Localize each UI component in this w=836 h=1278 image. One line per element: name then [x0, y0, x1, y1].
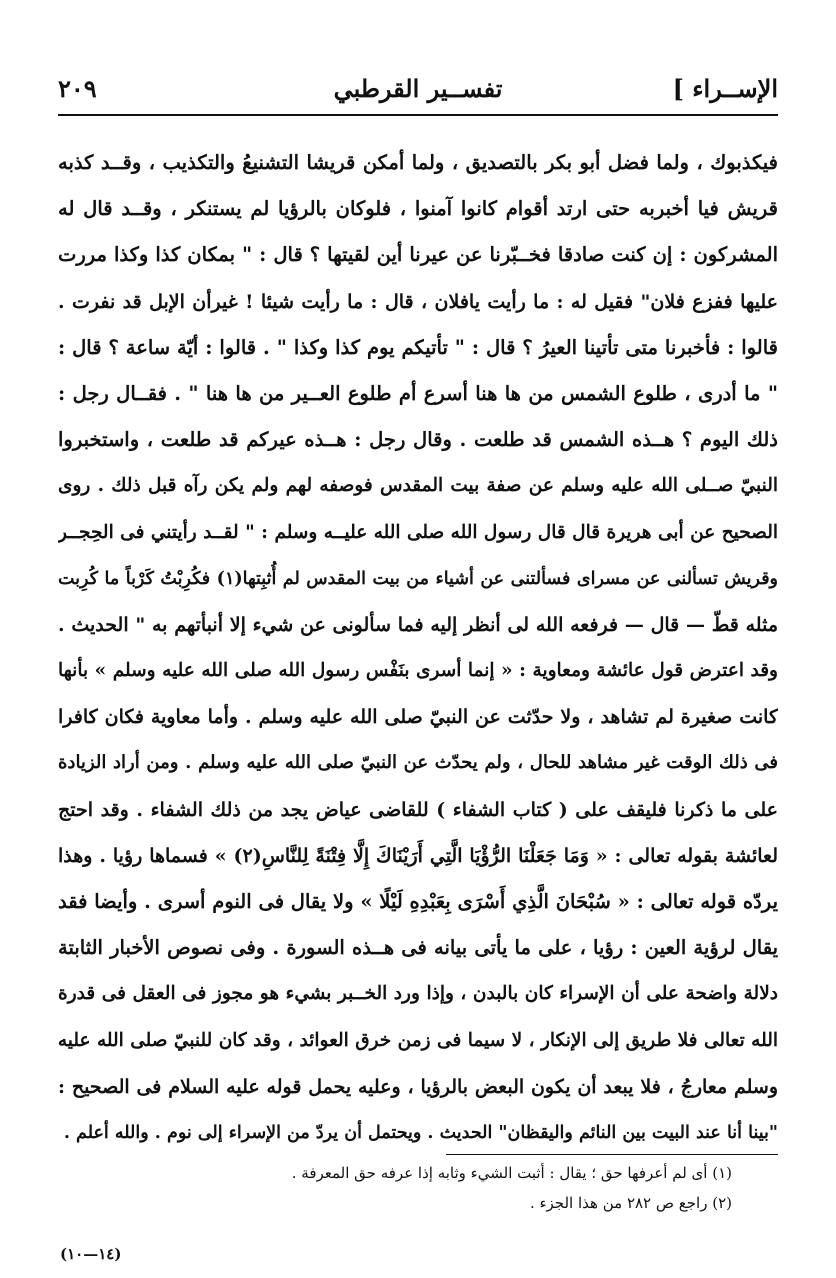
header-rule — [58, 114, 778, 116]
text-line: يردّه قوله تعالى : « سُبْحَانَ الَّذِي أَسْرَى بِعَبْدِهِ لَيْلًا » ولا يقال فى النوم أسرى . وأيضا فقد — [58, 890, 778, 913]
text-line: عليها ففزع فلان" فقيل له : ما رأيت يافلان ، قال : ما رأيت شيئا ! غيرأن الإبل قد نفرت . — [58, 290, 778, 313]
text-line: " ما أدرى ، طلوع الشمس من ها هنا أسرع أم طلوع العــير من ها هنا " . فقــال رجل : — [58, 381, 778, 405]
text-line: وقريش تسألنى عن مسراى فسألتنى عن أشياء من بيت المقدس لم أُثبِتها(١) فكُرِبْتُ كَرْباً ما كُرِبت — [58, 568, 778, 589]
main-text — [58, 140, 778, 1156]
text-line: وقد اعترض قول عائشة ومعاوية : « إنما أسرى بنَفْس رسول الله صلى الله عليه وسلم » بأنها — [58, 660, 778, 682]
text-line: مثله قطّ — قال — فرفعه الله لى أنظر إليه فما سألونى عن شيء إلا أنبأتهم به " الحديث . — [58, 613, 778, 636]
text-line: دلالة واضحة على أن الإسراء كان بالبدن ، وإذا ورد الخــبر بشيء هو مجوز فى العقل فى قدرة — [58, 983, 778, 1005]
text-line: على ما ذكرنا فليقف على ( كتاب الشفاء ) للقاضى عياض يجد من ذلك الشفاء . وقد احتج — [58, 798, 778, 821]
text-line: وسلم معارجُ ، فلا يبعد أن يكون البعض بالرؤيا ، وعليه يحمل قوله عليه السلام فى الصحيح : — [58, 1075, 778, 1098]
text-line: النبيّ صــلى الله عليه وسلم عن صفة بيت المقدس فوصفه لهم ولم يكن رآه قبل ذلك . روى — [58, 475, 778, 497]
text-line: لعائشة بقوله تعالى : « وَمَا جَعَلْنَا الرُّؤْيَا الَّتِي أَرَيْنَاكَ إِلَّا فِتْنَةً لِلنَّاسِ(٢) » فسماها رؤيا . وهذا — [58, 844, 778, 867]
running-header — [58, 70, 778, 110]
printer-signature: (١٤—١٠) — [60, 1245, 122, 1263]
text-line: كانت صغيرة لم تشاهد ، ولا حدّثت عن النبيّ صلى الله عليه وسلم . وأما معاوية فكان كافرا — [58, 706, 778, 729]
text-line: الله تعالى فلا طريق إلى الإنكار ، لا سيما فى زمن خرق العوائد ، وقد كان للنبيّ صلى الله عليه — [58, 1029, 778, 1051]
footnote-rule — [446, 1154, 778, 1155]
text-line: قريش فيا أخبربه حتى ارتد أقوام كانوا آمنوا ، فلوكان بالرؤيا لم يستنكر ، وقــد قال له — [58, 197, 778, 221]
text-line: فى ذلك الوقت غير مشاهد للحال ، ولم يحدّث عن النبيّ صلى الله عليه وسلم . ومن أراد الزيادة — [58, 752, 778, 774]
text-line: الصحيح عن أبى هريرة قال قال رسول الله صلى الله عليــه وسلم : " لقــد رأيتني فى الحِجــر — [58, 521, 778, 543]
book-title: تفســير القرطبي — [333, 74, 503, 103]
footnote: (٢) راجع ص ٢٨٢ من هذا الجزء . — [529, 1194, 732, 1212]
text-line: فيكذبوك ، ولما فضل أبو بكر بالتصديق ، ولما أمكن قريشا التشنيعُ والتكذيب ، وقــد كذبه — [58, 151, 778, 174]
text-line: قالوا : فأخبرنا متى تأتينا العيرُ ؟ قال : " تأتيكم يوم كذا وكذا " . قالوا : أيّة ساعة ؟ قال : — [58, 335, 778, 359]
footnote: (١) أى لم أعرفها حق ؛ يقال : أثبت الشيء وثابه إذا عرفه حق المعرفة . — [291, 1164, 732, 1182]
text-line: المشركون : إن كنت صادقا فخــبّرنا عن عيرنا أين لقيتها ؟ قال : " بمكان كذا وكذا مررت — [58, 243, 778, 267]
text-line: يقال لرؤية العين : رؤيا ، على ما يأتى بيانه فى هــذه السورة . وفى نصوص الأخبار الثابتة — [58, 936, 778, 960]
footnotes — [58, 1158, 778, 1218]
text-line: "بينا أنا عند البيت بين النائم واليقظان" الحديث . ويحتمل أن يردّ من الإسراء إلى نوم . والله أعلم . — [63, 1122, 778, 1143]
surah-name: الإســراء ] — [672, 74, 778, 103]
page-number: ٢٠٩ — [58, 74, 97, 103]
text-line: ذلك اليوم ؟ هــذه الشمس قد طلعت . وقال رجل : هــذه عيركم قد طلعت ، واستخبروا — [58, 428, 778, 452]
